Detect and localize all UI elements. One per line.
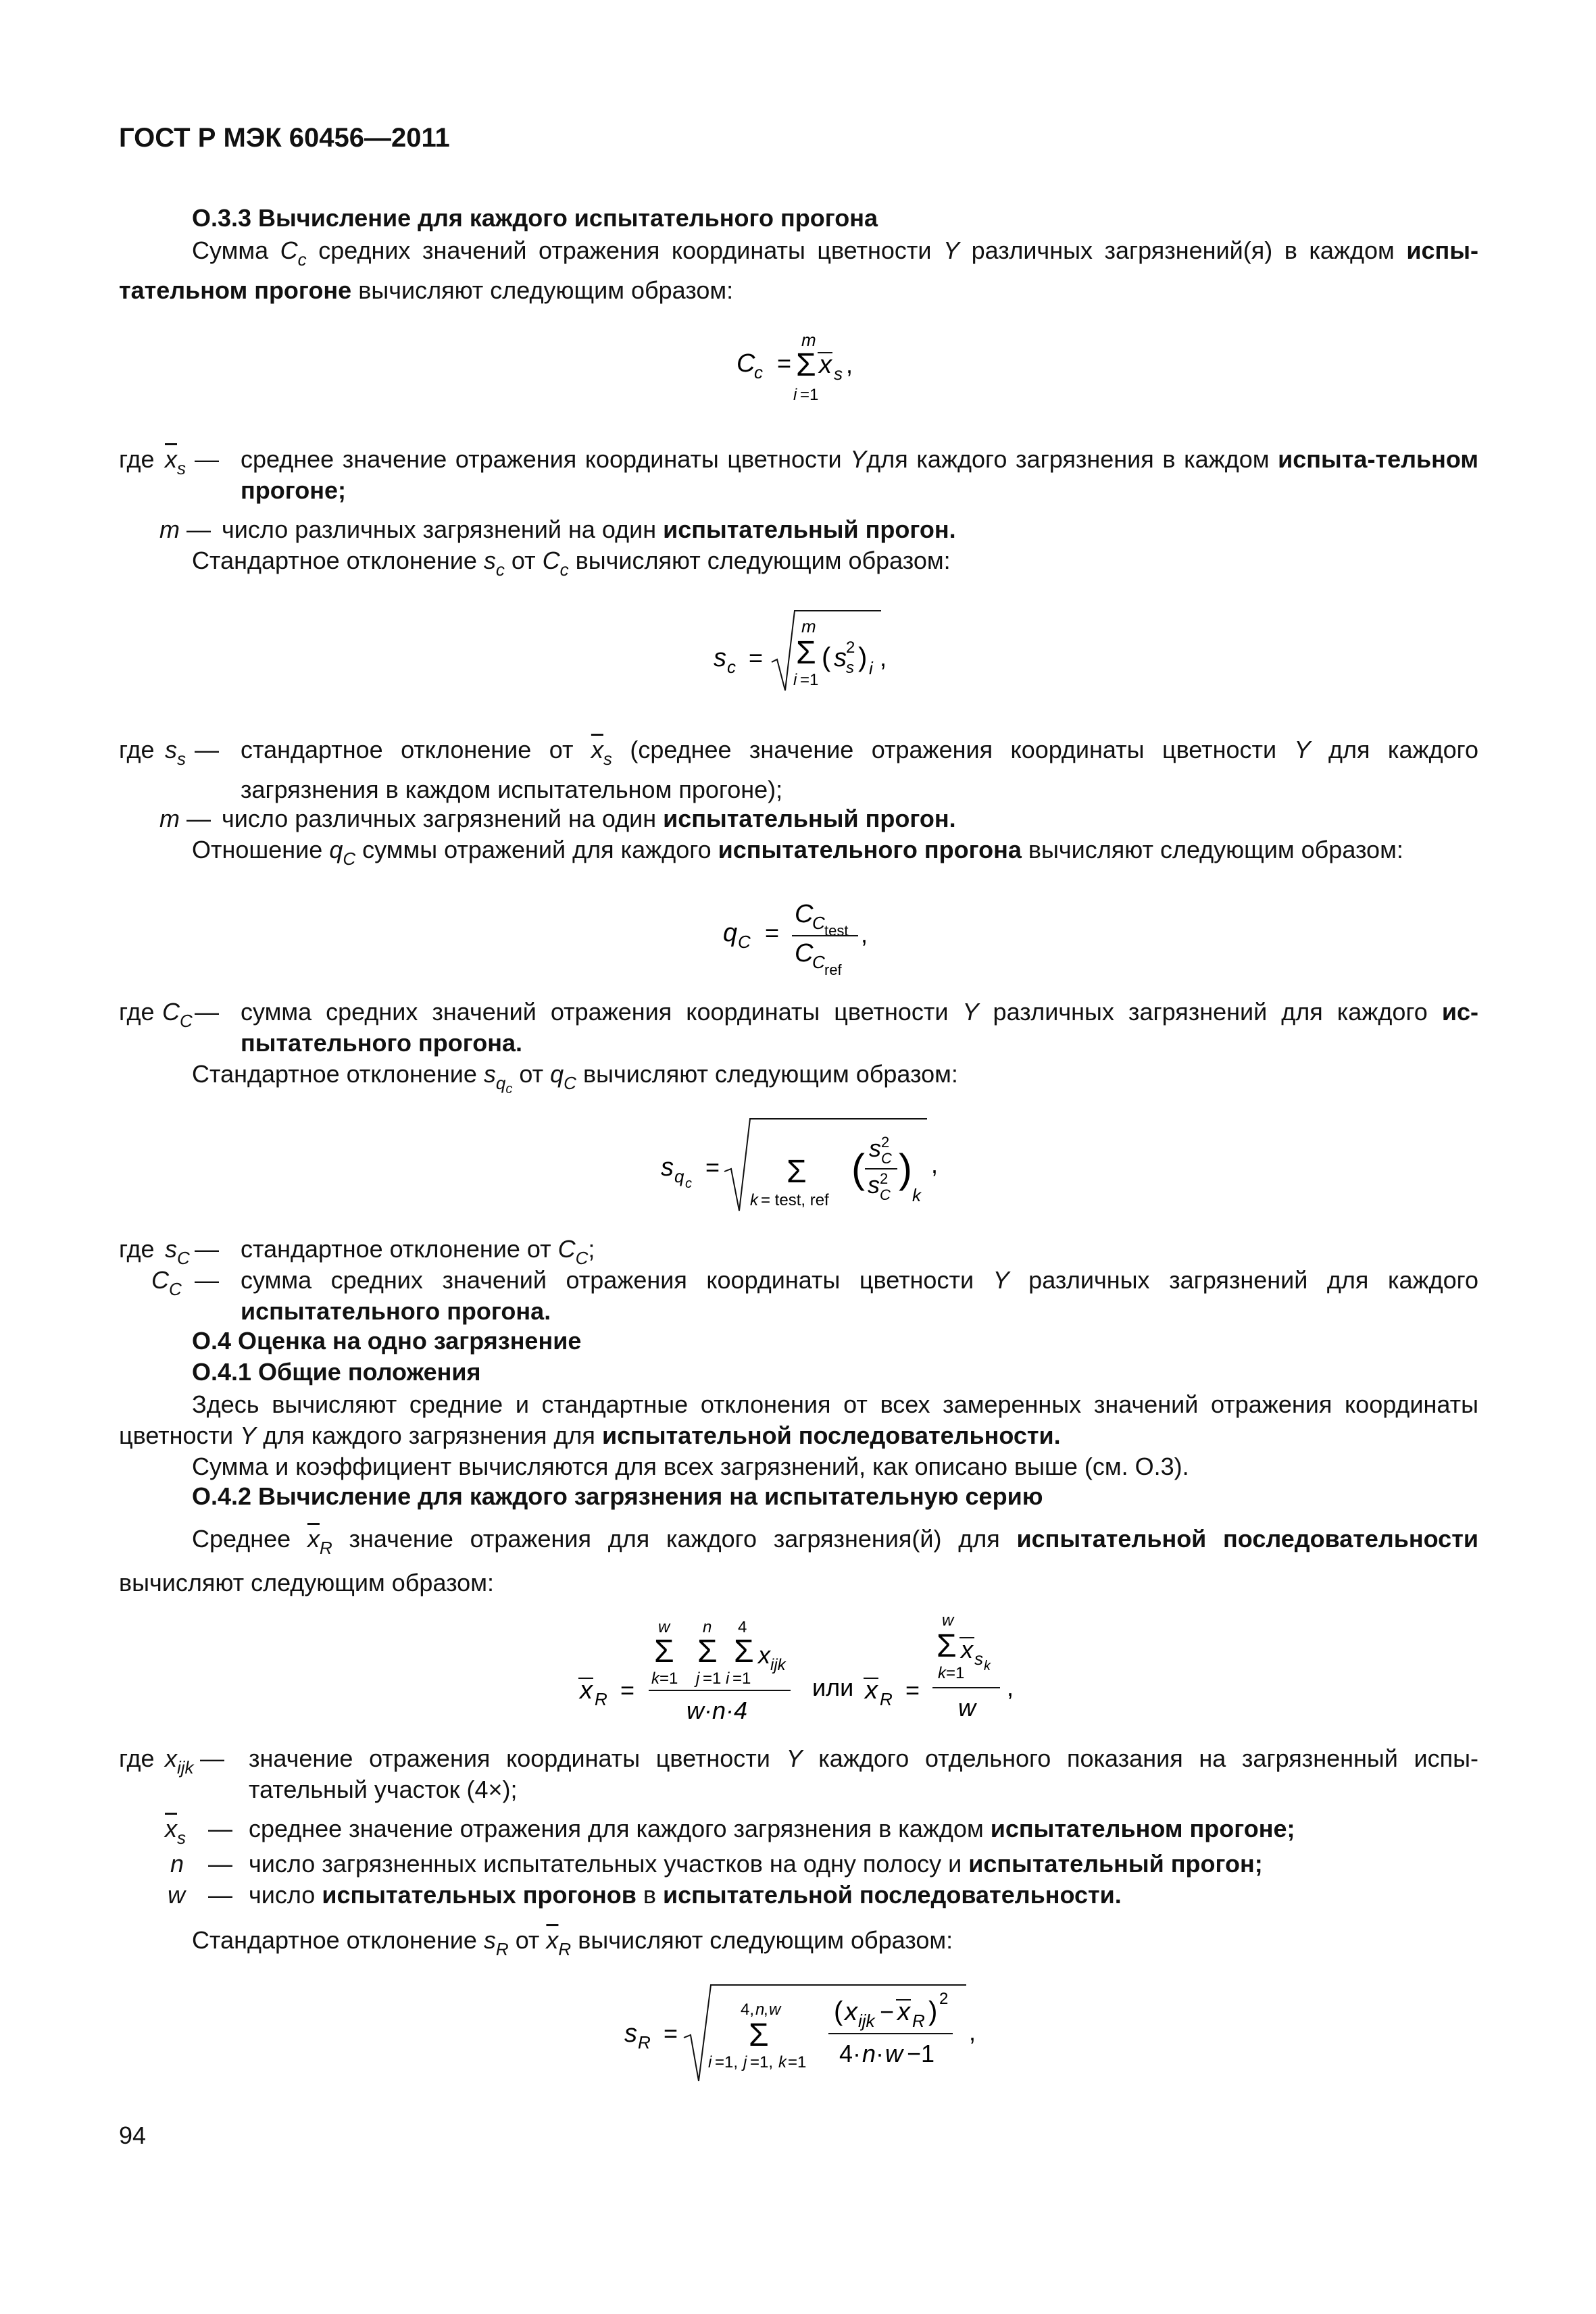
svg-text:2: 2 [846,638,855,657]
svg-text:=1: =1 [788,2053,807,2071]
svg-text:=1: =1 [703,1669,722,1688]
svg-text:4,: 4, [741,2001,755,2019]
svg-text:−1: −1 [907,2040,935,2067]
svg-text:k: k [912,1185,921,1205]
section-heading-o33: О.3.3 Вычисление для каждого испытательного прогона [192,204,878,232]
svg-text:=: = [664,2019,678,2047]
svg-text:s: s [714,644,726,672]
page-number: 94 [119,2121,147,2149]
svg-text:C: C [881,1150,892,1167]
formula-xr-mean [568,1608,1041,1743]
svg-text:или: или [812,1674,854,1701]
svg-text:,: , [861,920,868,948]
definition-cc: где $C_C$ — сумма средних значений отражения координаты цветности Y различных загрязнений для каждого ис-пытательного прогона. [119,998,1478,1057]
svg-text:w: w [658,1618,670,1636]
svg-text:Σ: Σ [749,2017,769,2053]
svg-text:x: x [758,1641,770,1669]
svg-text:q: q [674,1166,684,1186]
svg-text:(: ( [851,1146,865,1191]
svg-text:R: R [912,2011,925,2031]
svg-text:C: C [812,913,825,933]
svg-text:R: R [880,1689,893,1709]
svg-text:,: , [931,1151,939,1178]
svg-text:x: x [865,1676,878,1705]
formula-sqc-sqrt [649,1108,959,1230]
svg-text:s: s [834,644,847,672]
svg-text:w: w [769,2001,781,2019]
svg-text:(: ( [834,1996,843,2026]
svg-text:k: k [938,1664,946,1682]
svg-text:): ) [928,1996,938,2026]
formula-qc-ratio [716,888,919,976]
section-heading-o4: О.4 Оценка на одно загрязнение [192,1327,582,1355]
paragraph-intro: Сумма $C_c$ средних значений отражения координаты цветности Y различных загрязнений(я) в каждом испы-тательном прогоне вычисляют следующим образом: [119,236,1478,304]
svg-text:2: 2 [939,1990,949,2008]
svg-text:x: x [580,1676,593,1705]
svg-text:=1: =1 [732,1669,751,1688]
svg-text:x: x [845,1998,857,2026]
svg-text:x: x [897,1998,910,2026]
formula-sr-sqrt [608,1973,1027,2094]
svg-text:4: 4 [738,1618,747,1636]
svg-text:s: s [846,659,854,677]
svg-text:x: x [819,351,832,379]
svg-text:R: R [595,1689,607,1709]
svg-text:,: , [969,2018,976,2046]
svg-text:C: C [795,939,814,967]
definition-cc-2: $C_C$ — сумма средних значений отражения координаты цветности Y различных загрязнений для каждого испытательного прогона. [151,1266,1478,1325]
svg-text:C: C [737,349,755,378]
svg-text:k: k [984,1659,991,1674]
paragraph-o42: Среднее $\overline{x}_R$ значение отражения для каждого загрязнения(й) для испытательной последовательности вычисляют следующим образом: [119,1525,1478,1596]
paragraph-std-sqc: Стандартное отклонение $s_{q_c}$ от $q_C$ вычисляют следующим образом: [192,1060,958,1097]
svg-text:=1: =1 [946,1664,965,1682]
section-heading-o42: О.4.2 Вычисление для каждого загрязнения на испытательную серию [192,1482,1043,1510]
svg-text:s: s [661,1153,674,1182]
svg-text:= test, ref: = test, ref [761,1191,829,1209]
svg-text:4·: 4· [839,2040,862,2067]
svg-text:C: C [880,1186,891,1203]
svg-text:Σ: Σ [796,347,816,383]
section-heading-o41: О.4.1 Общие положения [192,1358,481,1386]
svg-text:c: c [685,1176,692,1191]
svg-text:s: s [834,363,843,384]
svg-text:Σ: Σ [787,1154,807,1190]
svg-text:2: 2 [881,1134,890,1151]
svg-text:c: c [727,657,736,677]
paragraph-ratio-qc: Отношение $q_C$ суммы отражений для каждого испытательного прогона вычисляют следующим образом: [192,836,1403,869]
svg-text:k: k [778,2053,787,2071]
svg-text:k: k [750,1191,758,1209]
svg-text:i: i [793,386,797,404]
svg-text:·: · [876,2040,884,2067]
document-page: ГОСТ Р МЭК 60456—2011 О.3.3 Вычисление для каждого испытательного прогона Сумма $C_c$ средних значений отражения координаты цветности Y различных загрязнений(я) в каждом испы-тательном прогоне вычисляют следующим образом: C c = m Σ i =1 x s , где $\overline{x}_s$ — среднее значение отражения координаты цветности Yдля каждого загрязнения в каждом испыта-тельном прогоне; m — число различных загрязнений на один испытательный прогон. Стандартное отклонение $s_c$ от $C_c$ вычисляют следующим образом: s c = m Σ i =1 ( s 2 s ) i , где $s_s$ — стандартное отклонение от $\overline{x}_s$ (среднее значение отражения координаты цветности Y для каждого загрязнения в каждом испытательном прогоне); m — число различных загрязнений на один испытательный прогон. Отношение $q_C$ суммы отражений для каждого испытательного прогона вычисляют следующим образом: q C = C C test C C ref , где $C_C$ — сумма средних значений отражения координаты цветности Y различных загрязнений для каждого ис-пытательного прогона. Стандартное отклонение $s_{q_c}$ от $q_C$ вычисляют следующим образом: s q c = Σ k = test, ref ( s 2 C s 2 C ) k , где $s_C$ — стандартное отклонение от $C_C$; $C_C$ — сумма средних значений отражения координаты цветности Y различных загрязнений для каждого испытательного прогона. О.4 Оценка на одно загрязнение О.4.1 Общие положения Здесь вычисляют средние и стандартные отклонения от всех замеренных значений отражения координаты цветности Y для каждого загрязнения для испытательной последовательности. Сумма и коэффициент вычисляются для всех загрязнений, как описано выше (см. О.3). О.4.2 Вычисление для каждого загрязнения на испытательную серию Среднее $\overline{x}_R$ значение отражения для каждого загрязнения(й) для испытательной последовательности вычисляют следующим образом: x R = w Σ n Σ 4 Σ x ijk k =1 j =1 i =1 w·n·4 или x R = w Σ x s k k =1 w , где $x_{ijk}$ — значение отражения координаты цветности Y каждого отдельного показания на загрязненный испы-тательный участок (4×); $\overline{x}_s$ — среднее значение отражения для каждого загрязнения в каждом испытательном прогоне; n — число загрязненных испытательных участков на одну полосу и испытательный прогон; w — число испытательных прогонов в испытательной последовательности. Стандартное отклонение $s_R$ от $\overline{x}_R$ вычисляют следующим образом: s R = 4, n , w Σ i =1, j =1, k =1 ( x ijk − x R ) 2 4· n · w −1 , 94 [119,123,1478,2149]
svg-text:i: i [726,1669,730,1688]
svg-text:i: i [869,658,873,678]
svg-text:Σ: Σ [796,635,816,671]
svg-text:s: s [974,1649,983,1669]
svg-text:2: 2 [880,1170,889,1187]
definition-xs: где $\overline{x}_s$ — среднее значение отражения координаты цветности Yдля каждого загрязнения в каждом испыта-тельном прогоне; [119,445,1478,504]
svg-text:Σ: Σ [937,1628,957,1664]
svg-text:=1,: =1, [715,2053,739,2071]
paragraph-o41-2: Сумма и коэффициент вычисляются для всех загрязнений, как описано выше (см. О.3). [192,1453,1189,1480]
svg-text:=: = [705,1153,720,1181]
formula-cc-sum [716,324,919,412]
svg-text:w·n·4: w·n·4 [687,1696,748,1724]
svg-text:,: , [880,644,887,672]
svg-text:k: k [651,1669,659,1688]
svg-text:n: n [755,2001,765,2019]
svg-text:,: , [764,2001,768,2019]
paragraph-std-sc: Стандартное отклонение $s_c$ от $C_c$ вычисляют следующим образом: [192,547,951,580]
svg-text:R: R [638,2032,651,2053]
svg-text:=1: =1 [800,671,819,689]
svg-text:n: n [862,2040,876,2067]
svg-text:s: s [869,1134,881,1162]
svg-text:x: x [961,1636,973,1663]
svg-text:=: = [620,1676,635,1704]
paragraph-o41: Здесь вычисляют средние и стандартные отклонения от всех замеренных значений отражения координаты цветности Y для каждого загрязнения для испытательной последовательности. [119,1390,1478,1449]
svg-text:C: C [812,952,825,972]
svg-text:w: w [885,2040,903,2067]
svg-text:c: c [754,362,763,382]
svg-text:s: s [868,1171,880,1199]
svg-text:=: = [765,919,780,947]
svg-text:Σ: Σ [654,1634,674,1669]
svg-text:i: i [708,2053,712,2071]
svg-text:Σ: Σ [734,1634,754,1669]
svg-text:Σ: Σ [697,1634,718,1669]
definition-ss: где $s_s$ — стандартное отклонение от $\overline{x}_s$ (среднее значение отражения координаты цветности Y для каждого загрязнения в каждом испытательном прогоне); [119,736,1478,803]
svg-text:=: = [777,349,792,377]
svg-text:C: C [738,932,751,952]
svg-text:): ) [858,643,868,672]
svg-text:=1: =1 [659,1669,678,1688]
svg-text:ref: ref [824,961,842,976]
formula-sc-sqrt [703,601,905,703]
svg-text:n: n [703,1618,712,1636]
document-header: ГОСТ Р МЭК 60456—2011 [119,123,450,153]
svg-text:w: w [942,1611,954,1630]
svg-text:=: = [749,644,764,672]
svg-text:j: j [696,1669,700,1688]
definition-xijk: где $x_{ijk}$ — значение отражения координаты цветности Y каждого отдельного показания на загрязненный испы-тательный участок (4×); [119,1744,1478,1803]
svg-text:ijk: ijk [770,1656,786,1674]
svg-text:m: m [801,616,816,636]
svg-text:=1: =1 [800,386,819,404]
svg-text:): ) [899,1146,912,1191]
paragraph-std-sr: Стандартное отклонение $s_R$ от $\overline{x}_R$ вычисляют следующим образом: [192,1926,953,1959]
svg-text:,: , [1007,1674,1014,1701]
svg-text:j: j [743,2053,747,2071]
svg-text:,: , [846,351,853,378]
svg-text:i: i [793,671,797,689]
svg-text:m: m [801,330,816,350]
svg-text:w: w [958,1694,976,1721]
svg-text:ijk: ijk [858,2011,875,2031]
svg-text:(: ( [822,643,831,672]
svg-text:=: = [905,1676,920,1704]
svg-text:s: s [624,2019,637,2048]
svg-text:q: q [723,919,738,947]
svg-text:test: test [824,922,849,939]
svg-text:C: C [795,900,814,928]
svg-text:=1,: =1, [750,2053,774,2071]
svg-text:−: − [880,1998,895,2026]
